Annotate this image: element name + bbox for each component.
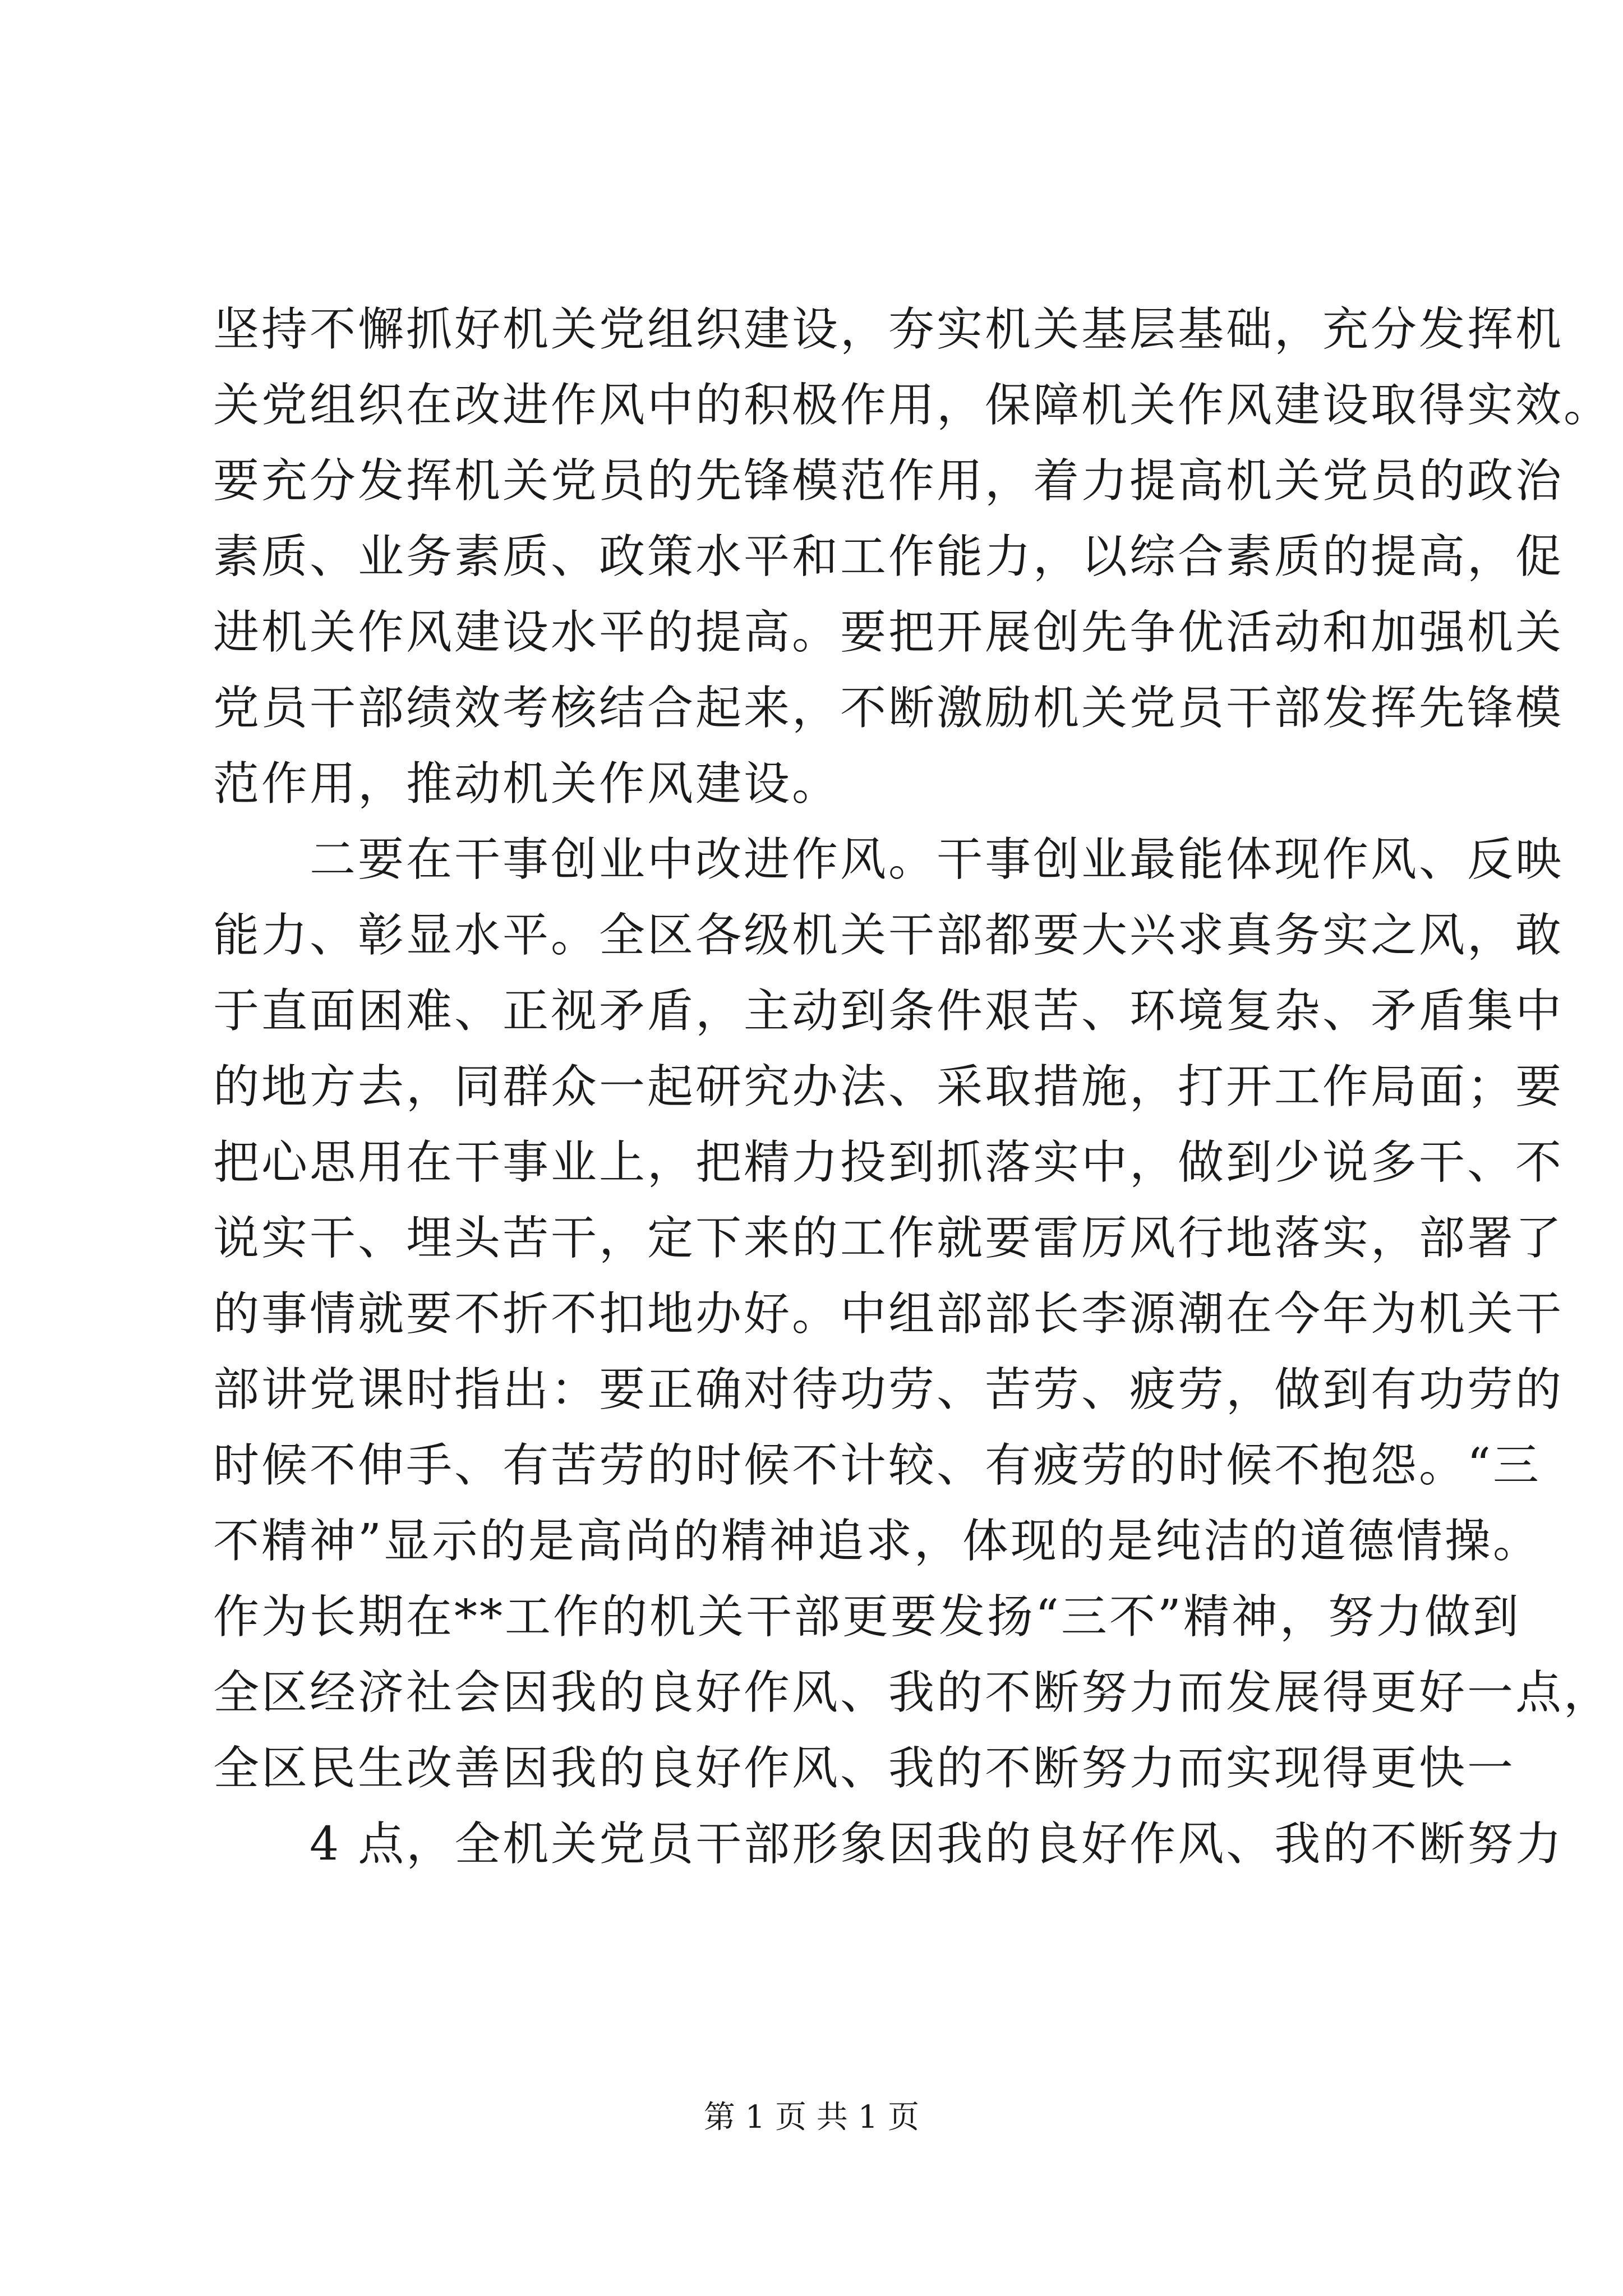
text-line: 能力、彰显水平。全区各级机关干部都要大兴求真务实之风，敢 xyxy=(213,909,1564,962)
text-line: 素质、业务素质、政策水平和工作能力，以综合素质的提高，促 xyxy=(213,530,1564,583)
page-footer: 第 1 页 共 1 页 xyxy=(703,2099,920,2136)
text-line: 全区经济社会因我的良好作风、我的不断努力而发展得更好一点， xyxy=(213,1666,1612,1719)
text-line: 要充分发挥机关党员的先锋模范作用，着力提高机关党员的政治 xyxy=(213,454,1564,508)
text-line: 关党组织在改进作风中的积极作用，保障机关作风建设取得实效。 xyxy=(213,379,1612,432)
text-line: 作为长期在**工作的机关干部更要发扬“三不”精神，努力做到 xyxy=(213,1590,1521,1644)
text-line: 全区民生改善因我的良好作风、我的不断努力而实现得更快一 xyxy=(213,1742,1516,1795)
text-line: 4 点，全机关党员干部形象因我的良好作风、我的不断努力 xyxy=(213,1818,1564,1871)
text-line: 部讲党课时指出：要正确对待功劳、苦劳、疲劳，做到有功劳的 xyxy=(213,1363,1564,1416)
text-line: 范作用，推动机关作风建设。 xyxy=(213,757,841,811)
text-line: 进机关作风建设水平的提高。要把开展创先争优活动和加强机关 xyxy=(213,606,1564,659)
text-line: 党员干部绩效考核结合起来，不断激励机关党员干部发挥先锋模 xyxy=(213,682,1564,735)
text-line: 坚持不懈抓好机关党组织建设，夯实机关基层基础，充分发挥机 xyxy=(213,303,1564,356)
text-line: 于直面困难、正视矛盾，主动到条件艰苦、环境复杂、矛盾集中 xyxy=(213,984,1564,1038)
text-line: 说实干、埋头苦干，定下来的工作就要雷厉风行地落实，部署了 xyxy=(213,1212,1564,1265)
text-line: 二要在干事创业中改进作风。干事创业最能体现作风、反映 xyxy=(213,833,1564,886)
text-line: 不精神”显示的是高尚的精神追求，体现的是纯洁的道德情操。 xyxy=(213,1515,1541,1568)
text-line: 的地方去，同群众一起研究办法、采取措施，打开工作局面；要 xyxy=(213,1060,1564,1114)
text-line: 把心思用在干事业上，把精力投到抓落实中，做到少说多干、不 xyxy=(213,1136,1564,1189)
text-line: 时候不伸手、有苦劳的时候不计较、有疲劳的时候不抱怨。“三 xyxy=(213,1439,1541,1492)
text-line: 的事情就要不折不扣地办好。中组部部长李源潮在今年为机关干 xyxy=(213,1287,1564,1341)
